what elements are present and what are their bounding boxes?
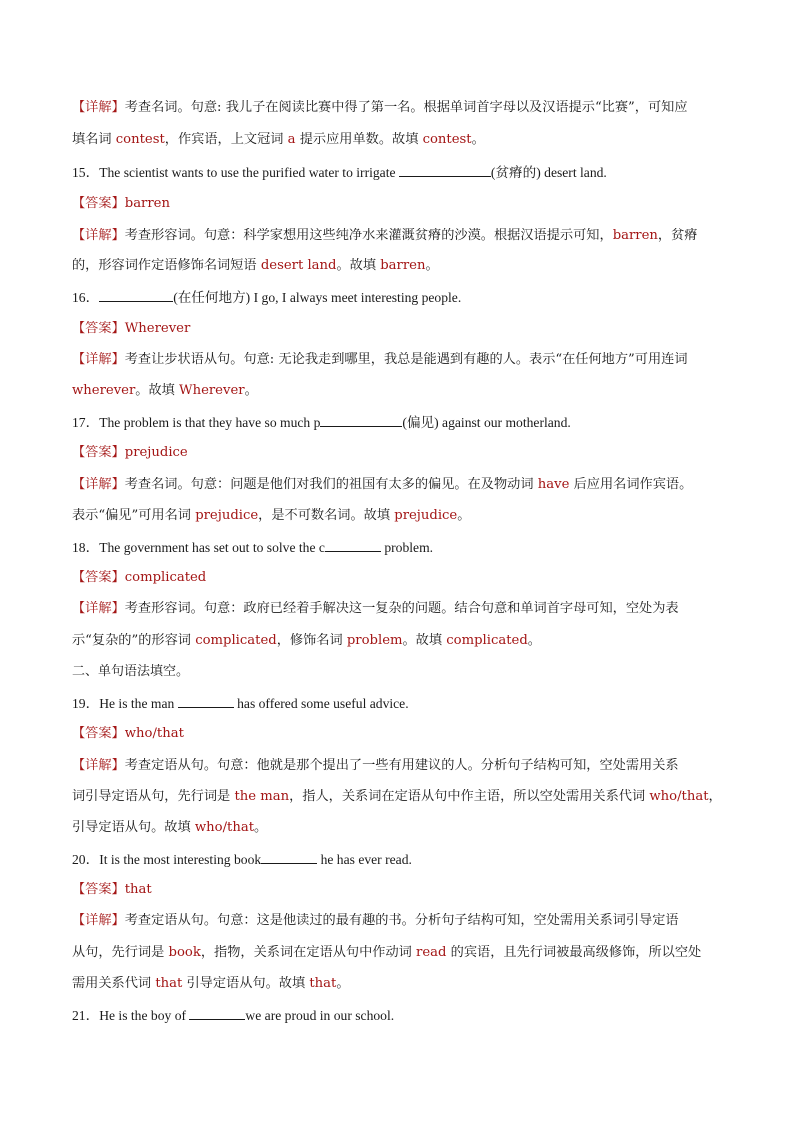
- text-span: 。: [457, 508, 471, 523]
- text-span: 的，形容词作定语修饰名词短语: [72, 258, 261, 273]
- detail-line: [72, 945, 722, 961]
- text-span: ，作宾语，上文冠词: [164, 132, 288, 147]
- detail-label: 【详解】: [72, 100, 125, 115]
- detail-line: [72, 601, 722, 617]
- highlight-text: that: [309, 976, 337, 991]
- answer-19: [72, 726, 722, 742]
- text-span: 考查定语从句。句意：这是他读过的最有趣的书。分析句子结构可知，空处需用关系词引导定语: [124, 913, 679, 928]
- text-span: 考查让步状语从句。句意: 无论我走到哪里，我总是能遇到有趣的人。表示“在任何地方”可用连词: [124, 352, 688, 367]
- text-span: 。: [425, 258, 439, 273]
- text-span: He is the boy of: [99, 1008, 190, 1023]
- section-heading: 二、单句语法填空。: [72, 664, 190, 679]
- text-span: 18．: [72, 540, 100, 555]
- text-span: He is the man: [99, 696, 178, 711]
- text-span: ，指物，关系词在定语从句中作动词: [200, 945, 417, 960]
- text-span: 引导定语从句。故填: [182, 976, 310, 991]
- text-span: 。: [244, 383, 258, 398]
- highlight-text: wherever: [72, 383, 136, 398]
- answer-17: [72, 445, 722, 461]
- text-span: 的宾语，且先行词被最高级修饰，所以空处: [446, 945, 702, 960]
- text-span: 20．: [72, 852, 100, 867]
- text-span: (偏见) against our motherland.: [402, 415, 571, 430]
- highlight-text: barren: [612, 228, 658, 243]
- highlight-text: prejudice: [394, 508, 458, 523]
- text-span: problem.: [380, 540, 434, 555]
- text-span: It is the most interesting book: [99, 852, 262, 867]
- text-span: 。: [471, 132, 485, 147]
- question-15: [72, 164, 722, 181]
- question-18: [72, 539, 722, 556]
- question-16: [72, 289, 722, 306]
- text-span: 17．: [72, 415, 100, 430]
- highlight-text: who/that: [649, 789, 709, 804]
- answer-blank: [99, 289, 173, 302]
- answer-18: [72, 570, 722, 586]
- label-text: 【详解】: [72, 228, 125, 243]
- highlight-text: contest: [422, 132, 472, 147]
- question-17: [72, 414, 722, 431]
- text-span: he has ever read.: [317, 852, 412, 867]
- text-span: The scientist wants to use the purified water to irrigate: [99, 165, 399, 180]
- highlight-text: who/that: [124, 726, 184, 741]
- text-span: ，指人，关系词在定语从句中作主语，所以空处需用关系代词: [289, 789, 650, 804]
- answer-16: [72, 321, 722, 337]
- detail-line: [72, 100, 722, 116]
- detail-line: [72, 913, 722, 929]
- label-text: 【答案】: [72, 321, 125, 336]
- answer-blank: [261, 851, 317, 864]
- text-span: ，: [708, 789, 722, 804]
- detail-line: [72, 383, 722, 399]
- text-span: 引导定语从句。故填: [72, 820, 195, 835]
- highlight-text: a: [287, 132, 296, 147]
- highlight-text: that: [155, 976, 183, 991]
- text-span: 21．: [72, 1008, 100, 1023]
- text-span: 。故填: [402, 633, 447, 648]
- label-text: 【详解】: [72, 352, 125, 367]
- text-span: 考查名词。句意: 我儿子在阅读比赛中得了第一名。根据单词首字母以及汉语提示“比赛”，可知应: [124, 100, 688, 115]
- highlight-text: who/that: [194, 820, 255, 835]
- text-span: 从句，先行词是: [72, 945, 169, 960]
- label-text: 【答案】: [72, 445, 125, 460]
- highlight-text: the man: [234, 789, 290, 804]
- answer-blank: [189, 1007, 245, 1020]
- text-span: 。: [336, 976, 350, 991]
- label-text: 【详解】: [72, 601, 125, 616]
- answer-blank: [320, 414, 402, 427]
- detail-line: [72, 228, 722, 244]
- text-span: we are proud in our school.: [245, 1008, 395, 1023]
- highlight-text: read: [416, 945, 447, 960]
- highlight-text: Wherever: [124, 321, 191, 336]
- answer-blank: [399, 164, 491, 177]
- detail-line: [72, 633, 722, 649]
- text-span: ，修饰名词: [276, 633, 347, 648]
- text-span: 后应用名词作宾语。: [569, 477, 693, 492]
- text-span: 表示“偏见”可用名词: [72, 508, 196, 523]
- text-span: 。: [527, 633, 541, 648]
- text-span: 考查形容词。句意：政府已经着手解决这一复杂的问题。结合句意和单词首字母可知，空处为表: [124, 601, 679, 616]
- highlight-text: Wherever: [179, 383, 245, 398]
- detail-line: [72, 352, 722, 368]
- highlight-text: prejudice: [124, 445, 188, 460]
- highlight-text: barren: [124, 196, 170, 211]
- highlight-text: problem: [346, 633, 403, 648]
- highlight-text: have: [537, 477, 570, 492]
- text-span: 15．: [72, 165, 100, 180]
- detail-line: [72, 976, 722, 992]
- text-span: 示“复杂的”的形容词: [72, 633, 196, 648]
- highlight-text: book: [168, 945, 201, 960]
- label-text: 【详解】: [72, 758, 125, 773]
- detail-line: [72, 508, 722, 524]
- text-span: 考查定语从句。句意：他就是那个提出了一些有用建议的人。分析句子结构可知，空处需用关系: [124, 758, 679, 773]
- label-text: 【答案】: [72, 882, 125, 897]
- highlight-text: contest: [115, 132, 165, 147]
- answer-20: [72, 882, 722, 898]
- label-text: 【答案】: [72, 570, 125, 585]
- text-span: The problem is that they have so much p: [99, 415, 321, 430]
- text-span: 考查名词。句意：问题是他们对我们的祖国有太多的偏见。在及物动词: [124, 477, 538, 492]
- answer-blank: [178, 695, 234, 708]
- detail-line: [72, 132, 722, 148]
- question-19: [72, 695, 722, 712]
- detail-line: [72, 820, 722, 836]
- detail-line: [72, 758, 722, 774]
- text-span: The government has set out to solve the c: [99, 540, 325, 555]
- text-span: 16．: [72, 290, 100, 305]
- text-span: (贫瘠的) desert land.: [490, 165, 607, 180]
- highlight-text: complicated: [195, 633, 277, 648]
- detail-line: [72, 789, 722, 805]
- detail-line: [72, 258, 722, 274]
- highlight-text: complicated: [124, 570, 207, 585]
- text-span: 19．: [72, 696, 100, 711]
- highlight-text: that: [124, 882, 152, 897]
- label-text: 【答案】: [72, 726, 125, 741]
- text-span: ，是不可数名词。故填: [258, 508, 395, 523]
- question-21: [72, 1007, 722, 1024]
- label-text: 【详解】: [72, 913, 125, 928]
- text-span: has offered some useful advice.: [233, 696, 409, 711]
- highlight-text: barren: [380, 258, 426, 273]
- text-span: 考查形容词。句意：科学家想用这些纯净水来灌溉贫瘠的沙漠。根据汉语提示可知，: [124, 228, 613, 243]
- text-span: 。故填: [135, 383, 180, 398]
- answer-15: [72, 196, 722, 212]
- question-20: [72, 851, 722, 868]
- text-span: 。故填: [336, 258, 381, 273]
- answer-blank: [325, 539, 381, 552]
- text-span: 需用关系代词: [72, 976, 156, 991]
- label-text: 【答案】: [72, 196, 125, 211]
- text-span: 。: [254, 820, 268, 835]
- text-span: 提示应用单数。故填: [295, 132, 423, 147]
- text-span: (在任何地方) I go, I always meet interesting people.: [173, 290, 462, 305]
- highlight-text: desert land: [260, 258, 337, 273]
- label-text: 【详解】: [72, 477, 125, 492]
- text-span: 词引导定语从句，先行词是: [72, 789, 235, 804]
- text-span: 填名词: [72, 132, 116, 147]
- highlight-text: complicated: [446, 633, 528, 648]
- highlight-text: prejudice: [195, 508, 259, 523]
- detail-line: [72, 477, 722, 493]
- text-span: ，贫瘠: [657, 228, 698, 243]
